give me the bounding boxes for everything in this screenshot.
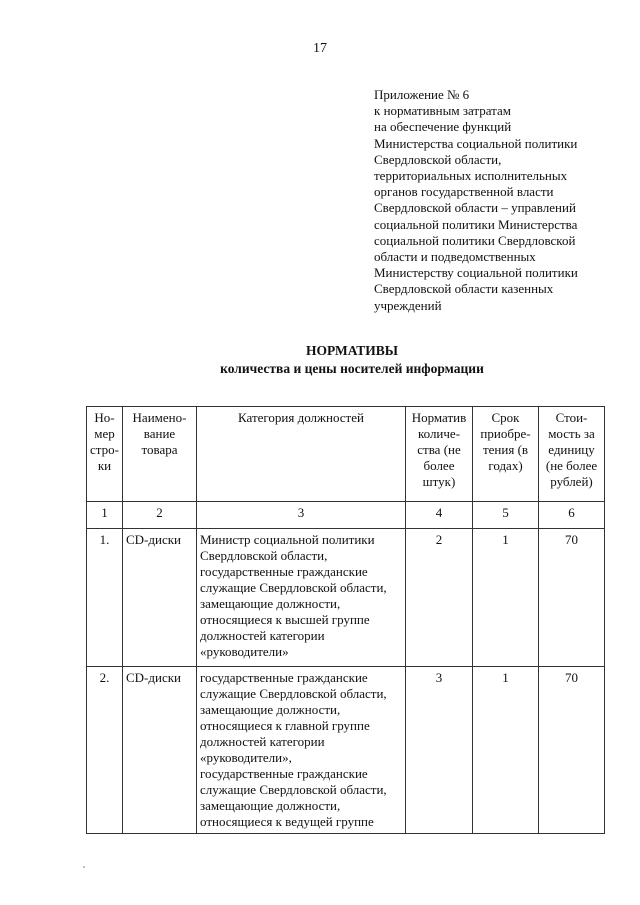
column-number: 6 <box>539 502 605 529</box>
unit-price: 70 <box>539 529 605 667</box>
document-title: НОРМАТИВЫ <box>305 343 399 358</box>
header-quantity-norm: Норматив количе- ства (не более штук) <box>406 407 473 502</box>
appendix-line: территориальных исполнительных <box>374 168 568 184</box>
page-number: 17 <box>313 41 327 56</box>
appendix-line: на обеспечение функций <box>374 119 512 135</box>
row-number: 1. <box>87 529 123 667</box>
column-number: 5 <box>473 502 539 529</box>
column-number-row <box>87 502 605 529</box>
scan-artifact <box>83 866 85 868</box>
appendix-line: социальной политики Свердловской <box>374 232 576 248</box>
purchase-term: 1 <box>473 529 539 667</box>
appendix-line: учреждений <box>374 297 442 313</box>
appendix-line: Министерства социальной политики <box>374 135 578 151</box>
header-unit-price: Стои- мость за единицу (не более рублей) <box>539 407 605 502</box>
appendix-line: области и подведомственных <box>374 249 536 265</box>
header-product-name: Наимено- вание товара <box>123 407 197 502</box>
appendix-line: Министерству социальной политики <box>374 265 578 281</box>
header-position-category: Категория должностей <box>197 407 406 502</box>
purchase-term: 1 <box>473 667 539 834</box>
appendix-line: к нормативным затратам <box>374 103 512 119</box>
norms-table <box>86 406 605 834</box>
appendix-line: Свердловской области казенных <box>374 281 554 297</box>
appendix-line: социальной политики Министерства <box>374 216 578 232</box>
column-number: 2 <box>123 502 197 529</box>
table-header-row <box>87 407 605 502</box>
header-row-number: Но- мер стро- ки <box>87 407 123 502</box>
appendix-line: Свердловской области, <box>374 151 502 167</box>
position-category: государственные гражданские служащие Свердловской области, замещающие должности, относящиеся к главной группе должностей категории «руководители», государственные гражданские служащие Свердловской области, замещающие должности, относящиеся к ведущей группе <box>197 667 406 834</box>
table-row <box>87 529 605 667</box>
column-number: 3 <box>197 502 406 529</box>
quantity-norm: 3 <box>406 667 473 834</box>
appendix-note <box>374 87 614 314</box>
appendix-line: Приложение № 6 <box>374 87 470 102</box>
unit-price: 70 <box>539 667 605 834</box>
column-number: 4 <box>406 502 473 529</box>
product-name: CD-диски <box>123 529 197 667</box>
row-number: 2. <box>87 667 123 834</box>
appendix-line: Свердловской области – управлений <box>374 200 576 216</box>
column-number: 1 <box>87 502 123 529</box>
position-category: Министр социальной политики Свердловской области, государственные гражданские служащие Свердловской области, замещающие должности, относящиеся к высшей группе должностей категории «руководители» <box>197 529 406 667</box>
quantity-norm: 2 <box>406 529 473 667</box>
header-purchase-term: Срок приобре- тения (в годах) <box>473 407 539 502</box>
table-row <box>87 667 605 834</box>
appendix-line: органов государственной власти <box>374 184 554 200</box>
document-subtitle: количества и цены носителей информации <box>220 361 484 376</box>
product-name: CD-диски <box>123 667 197 834</box>
